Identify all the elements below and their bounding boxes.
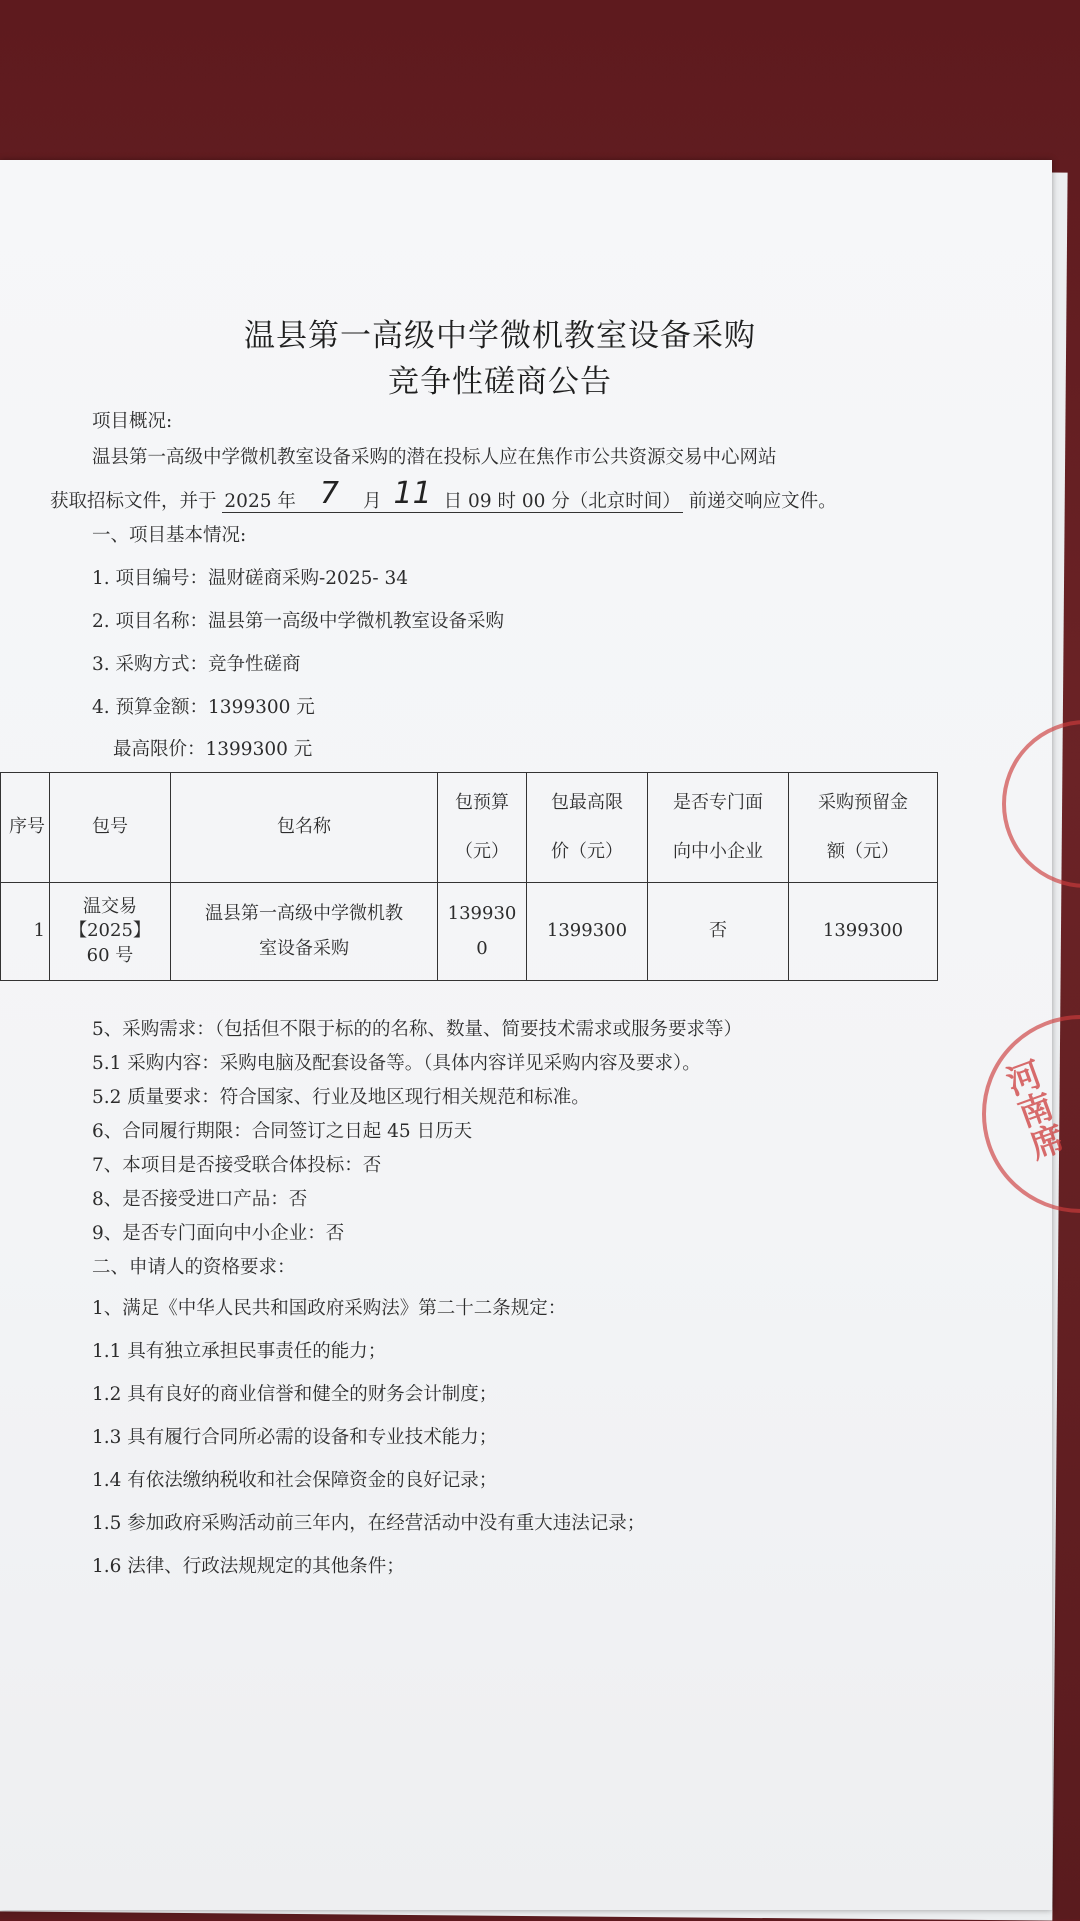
overview-heading: 项目概况: [92, 411, 173, 432]
th-no: 序号 [1, 773, 50, 883]
procurement-content: 5.1 采购内容：采购电脑及配套设备等。（具体内容详见采购内容及要求）。 [92, 1053, 701, 1074]
budget-amount: 4. 预算金额：1399300 元 [92, 697, 315, 718]
table-header-row [1, 773, 938, 883]
th-budget: 包预算 （元） [438, 773, 527, 883]
document-title-line1: 温县第一高级中学微机教室设备采购 [244, 318, 756, 354]
deadline-month-label: 月 [362, 491, 382, 512]
table-row [1, 883, 938, 981]
sme-only: 9、是否专门面向中小企业：否 [92, 1223, 345, 1244]
td-no: 1 [1, 883, 50, 981]
procurement-method: 3. 采购方式：竞争性磋商 [92, 654, 301, 675]
td-budget: 139930 0 [438, 883, 527, 981]
qualification-1-1: 1.1 具有独立承担民事责任的能力； [92, 1341, 387, 1362]
project-name: 2. 项目名称：温县第一高级中学微机教室设备采购 [92, 611, 505, 632]
qualification-1-5: 1.5 参加政府采购活动前三年内，在经营活动中没有重大违法记录； [92, 1513, 646, 1534]
overview-paragraph-2 [50, 476, 837, 515]
deadline-date [222, 476, 682, 513]
overview-p2-prefix: 获取招标文件，并于 [50, 491, 217, 512]
project-number: 1. 项目编号：温财磋商采购-2025- 34 [92, 568, 409, 589]
td-package-name: 温县第一高级中学微机教 室设备采购 [171, 883, 438, 981]
section2-heading: 二、申请人的资格要求： [92, 1257, 296, 1278]
th-sme: 是否专门面 向中小企业 [648, 773, 789, 883]
official-seal [982, 1015, 1080, 1213]
deadline-month-handwritten: 7 [319, 476, 339, 511]
seal-text: 河南席 [995, 1055, 1069, 1165]
qualification-1-4: 1.4 有依法缴纳税收和社会保障资金的良好记录； [92, 1470, 498, 1491]
td-sme: 否 [648, 883, 789, 981]
th-package: 包号 [50, 773, 171, 883]
qualification-1: 1、满足《中华人民共和国政府采购法》第二十二条规定： [92, 1298, 567, 1319]
td-reserve: 1399300 [789, 883, 938, 981]
imported-products: 8、是否接受进口产品：否 [92, 1189, 308, 1210]
th-max-price: 包最高限 价（元） [527, 773, 648, 883]
qualification-1-2: 1.2 具有良好的商业信誉和健全的财务会计制度； [92, 1384, 498, 1405]
document-page [0, 160, 1069, 1910]
overview-paragraph-1: 温县第一高级中学微机教室设备采购的潜在投标人应在焦作市公共资源交易中心网站 [92, 447, 777, 468]
requirements-line: 5、采购需求：（包括但不限于标的的名称、数量、简要技术需求或服务要求等） [92, 1019, 743, 1040]
th-package-name: 包名称 [171, 773, 438, 883]
deadline-day-handwritten: 11 [393, 476, 432, 511]
th-reserve: 采购预留金 额（元） [789, 773, 938, 883]
td-max-price: 1399300 [527, 883, 648, 981]
contract-period: 6、合同履行期限：合同签订之日起 45 日历天 [92, 1121, 473, 1142]
qualification-1-3: 1.3 具有履行合同所必需的设备和专业技术能力； [92, 1427, 498, 1448]
deadline-time: 日 09 时 00 分（北京时间） [443, 491, 681, 512]
seal-top-fragment [1002, 720, 1080, 888]
max-price: 最高限价：1399300 元 [113, 739, 313, 760]
overview-p2-suffix: 前递交响应文件。 [688, 491, 837, 512]
quality-requirement: 5.2 质量要求：符合国家、行业及地区现行相关规范和标准。 [92, 1087, 590, 1108]
td-package: 温交易 【2025】 60 号 [50, 883, 171, 981]
document-title-line2: 竞争性磋商公告 [388, 364, 612, 400]
section1-heading: 一、项目基本情况: [92, 525, 247, 546]
joint-bidding: 7、本项目是否接受联合体投标：否 [92, 1155, 382, 1176]
deadline-year: 2025 年 [224, 491, 296, 512]
package-table [0, 772, 938, 981]
qualification-1-6: 1.6 法律、行政法规规定的其他条件； [92, 1556, 405, 1577]
